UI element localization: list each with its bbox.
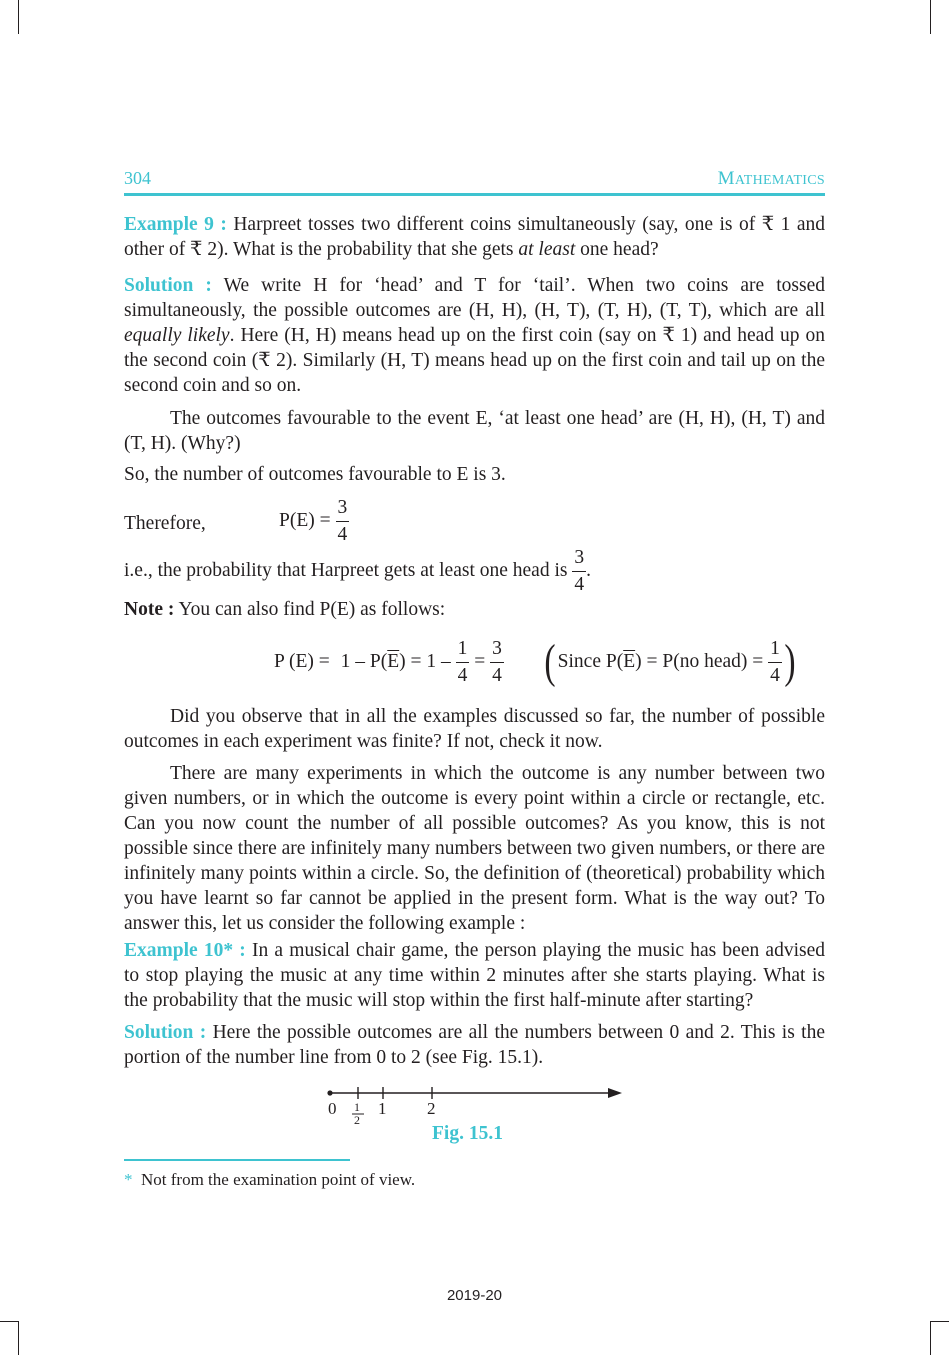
crop-mark-bottom-right	[930, 1321, 931, 1355]
number-line-origin-dot	[327, 1090, 332, 1095]
favourable-paragraph: The outcomes favourable to the event E, ‘at least one head’ are (H, H), (H, T) and (T, H). (Why?)	[124, 408, 825, 454]
footnote-rule	[124, 1159, 350, 1161]
footnote: * Not from the examination point of view.	[124, 1170, 416, 1189]
crop-mark-bottom-left	[18, 1321, 19, 1355]
note-equation: P $(E) = 1 - P(\overline{E}) = 1$ – $\frac{1}{4}$ = $\frac{3}{4}$ ( Since $P(\overline{E}) = P(no$ head) = $\frac{1}{4}$ )	[274, 635, 796, 688]
number-line-arrowhead	[608, 1088, 622, 1098]
count-paragraph: So, the number of outcomes favourable to E is 3.	[124, 464, 506, 485]
footer-year: 2019-20	[446, 1287, 503, 1304]
therefore-equation: P(E) = $\frac{3}{4}$	[279, 497, 348, 545]
crop-mark-top-left	[18, 0, 19, 34]
fraction-no-head: $\frac{1}{4}$	[770, 638, 780, 686]
solution-10: Solution : Here the possible outcomes are all the numbers between 0 and 2. This is the portion of the number line from 0 to 2 (see Fig. 15.1).	[124, 1022, 825, 1068]
figure-caption: Fig. 15.1	[432, 1123, 503, 1144]
example-10-label: Example 10* :	[124, 940, 246, 961]
observe-paragraph: Did you observe that in all the examples discussed so far, the number of possible outcomes in each experiment was finite? If not, check it now.	[124, 706, 825, 752]
label-half-num: 1	[354, 1100, 360, 1114]
example-10: Example 10* : In a musical chair game, the person playing the music has been advised to stop playing the music at any time within 2 minutes after she starts playing. What is the probability that the music will stop within the first half-minute after starting?	[124, 940, 825, 1011]
solution-9: Solution : We write H for ‘head’ and T for ‘tail’. When two coins are tossed simultaneously, the possible outcomes are (H, H), (H, T), (T, H), (T, T), which are all equally likely. Here (H, H) means head up on the first coin (say on ₹ 1) and head up on the second coin (₹ 2). Similarly (H, T) means head up on the first coin and tail up on the second coin and so on.	[124, 275, 825, 396]
fraction-ie: $\frac{3}{4}$	[574, 547, 585, 595]
fraction-three-quarters: $\frac{3}{4}$	[337, 497, 348, 545]
label-two: 2	[427, 1099, 436, 1118]
book-title: MATHEMATICS	[717, 168, 825, 189]
note-label: Note :	[124, 599, 175, 620]
therefore-word: Therefore,	[124, 513, 206, 534]
footnote-star: *	[124, 1170, 133, 1189]
crop-mark-bottom-left-h	[0, 1321, 18, 1322]
example-9: Example 9 : Harpreet tosses two different coins simultaneously (say, one is of ₹ 1 and other of ₹ 2). What is the probability that she gets at least one head?	[124, 214, 825, 260]
label-zero: 0	[328, 1099, 337, 1118]
many-experiments-paragraph: There are many experiments in which the outcome is any number between two given numbers, or in which the outcome is every point within a circle or rectangle, etc. Can you now count the number of all possible outcomes? As you know, this is not possible since there are infinitely many numbers between two given numbers, or there are infinitely many points within a circle. So, the definition of (theoretical) probability which you have learnt so far cannot be applied in the present form. What is the way out? To answer this, let us consider the following example :	[124, 763, 825, 934]
running-header	[124, 168, 825, 192]
label-one: 1	[378, 1099, 387, 1118]
fraction-three-quarters-2: $\frac{3}{4}$	[492, 638, 502, 686]
page-number: 304	[124, 168, 151, 188]
crop-mark-bottom-right-h	[931, 1321, 949, 1322]
header-rule	[124, 193, 825, 196]
note-line: Note : You can also find P(E) as follows:	[124, 599, 446, 620]
crop-mark-top-right	[930, 0, 931, 34]
fraction-one-quarter: $\frac{1}{4}$	[457, 638, 468, 686]
ie-line: i.e., the probability that Harpreet gets at least one head is $\frac{3}{4}$ .	[124, 547, 591, 595]
example-9-label: Example 9 :	[124, 214, 227, 235]
solution-10-label: Solution :	[124, 1022, 207, 1043]
number-line-figure	[320, 1084, 630, 1128]
label-half-den: 2	[354, 1113, 360, 1127]
solution-9-label: Solution :	[124, 275, 212, 296]
